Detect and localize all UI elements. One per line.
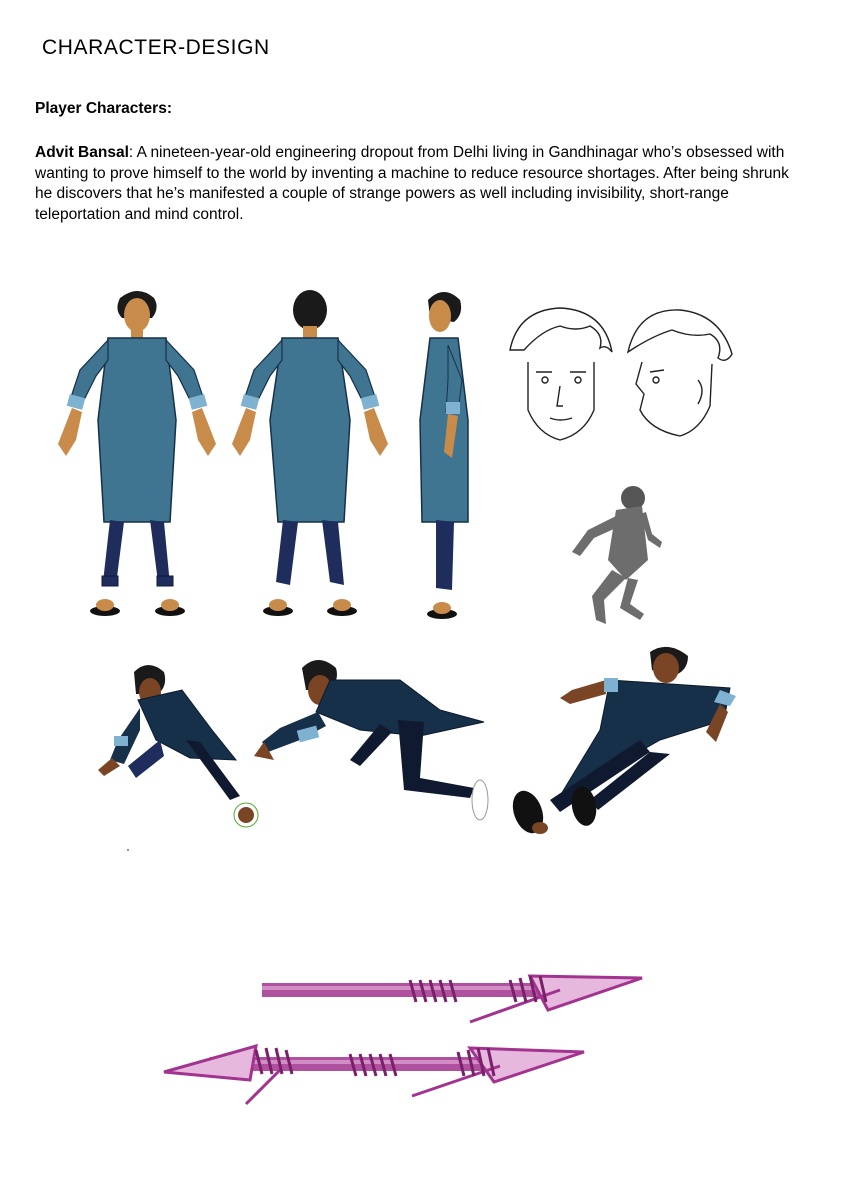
page-heading: CHARACTER-DESIGN <box>42 36 270 59</box>
action-pose-2 <box>254 660 488 820</box>
face-sketch-profile <box>628 310 732 436</box>
character-name: Advit Bansal <box>35 144 129 161</box>
section-title: Player Characters: <box>35 100 172 117</box>
face-sketch-front <box>510 308 612 440</box>
turnaround-side-view <box>420 292 468 619</box>
turnaround-back-view <box>232 290 388 616</box>
stray-mark <box>127 849 129 851</box>
turnaround-front-view <box>58 291 216 616</box>
grey-3d-model <box>572 486 662 624</box>
action-pose-3 <box>507 647 736 838</box>
action-pose-1 <box>98 665 258 827</box>
arrow-single-ended <box>262 976 642 1022</box>
character-bio: : A nineteen-year-old engineering dropout from Delhi living in Gandhinagar who’s obsessed with wanting to prove himself to the world by inventing a machine to reduce resource shortages. After being shrunk he discovers that he’s manifested a couple of strange powers as well including invisibility, short-range teleportation and mind control. <box>35 144 789 223</box>
arrow-double-ended <box>164 1046 584 1104</box>
